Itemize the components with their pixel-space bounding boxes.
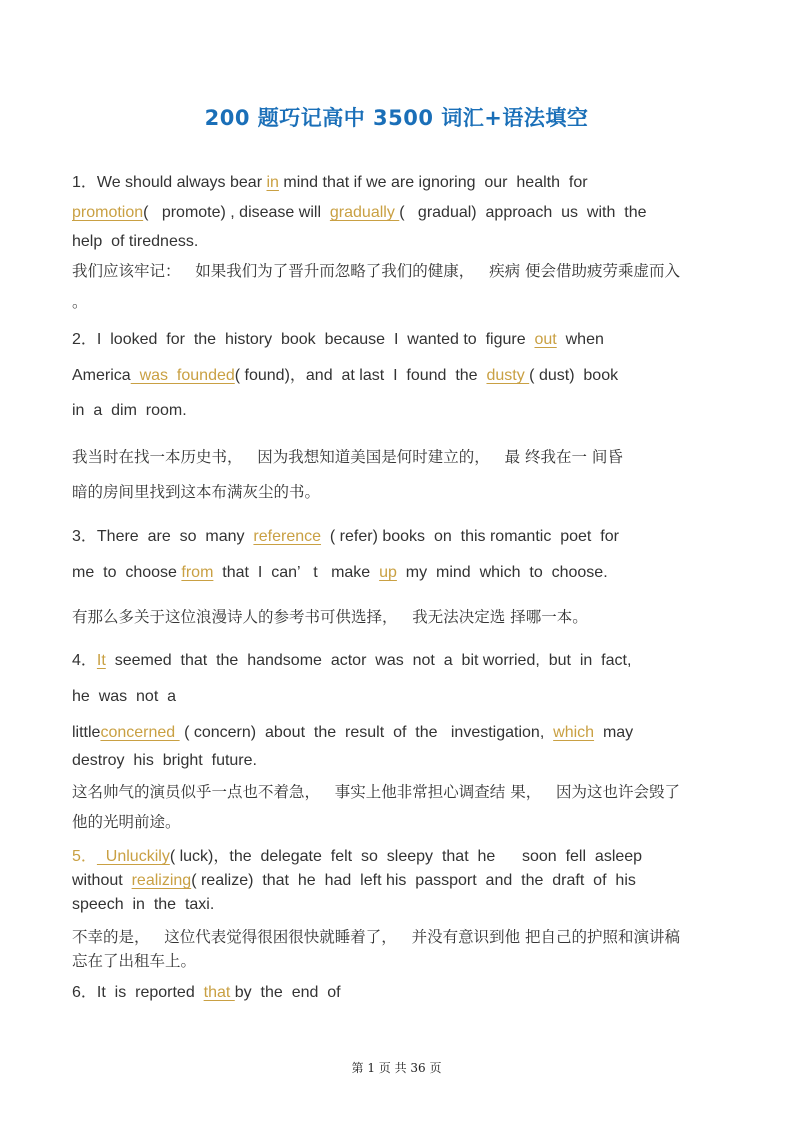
text-segment: 5． [72,848,97,865]
text-line [72,203,647,223]
text-segment: 暗的房间里找到这本布满灰尘的书。 [72,483,321,501]
text-line [72,847,642,867]
text-line [72,292,88,312]
text-line [72,895,214,915]
answer-blank: which [553,724,595,741]
text-line [72,927,680,947]
answer-blank: reference [253,528,322,545]
answer-blank: gradually [329,204,400,221]
text-segment: 4． [72,652,97,669]
text-line [72,687,176,707]
text-line [72,812,181,832]
text-segment: 我们应该牢记： 如果我们为了晋升而忽略了我们的健康， 疾病 便会借助疲劳乘虚而入 [72,262,680,280]
text-segment: 1．We should always bear [72,174,267,191]
page-title: 200 题巧记高中 3500 词汇+语法填空 [204,106,589,130]
text-line [72,447,623,467]
text-line [72,951,196,971]
text-line [72,401,187,421]
text-line [72,607,588,627]
text-line [72,983,341,1003]
answer-blank: in [266,174,279,191]
text-segment: 。 [72,293,88,311]
text-line [72,173,588,193]
text-segment: ( realize) that he had left his passport and the draft of his [191,872,636,889]
text-segment: my mind which to choose. [396,564,608,581]
text-line [72,232,198,252]
text-segment: ( dust) book [529,367,619,384]
text-line [72,261,680,281]
text-segment: in a dim room. [72,402,187,419]
text-segment: without [72,872,132,889]
text-segment: ( found)，and at last I found the [234,367,487,384]
text-segment: ( luck)，the delegate felt so sleepy that he soon fell asleep [169,848,643,865]
text-segment: seemed that the handsome actor was not a bit worried, but in fact, [105,652,632,669]
answer-blank: Unluckily [96,848,170,865]
text-line [72,651,631,671]
text-segment: 6．It is reported [72,984,204,1001]
answer-blank: concerned [100,724,180,741]
answer-blank: promotion [72,204,144,221]
text-segment: 不幸的是， 这位代表觉得很困很快就睡着了， 并没有意识到他 把自己的护照和演讲稿 [72,928,680,946]
text-segment: may [594,724,634,741]
answer-blank: out [534,331,557,348]
text-segment: help of tiredness. [72,233,199,250]
text-segment: America [72,367,131,384]
text-segment: 3．There are so many [72,528,254,545]
text-line [72,366,618,386]
text-segment: ( concern) about the result of the investigation, [179,724,554,741]
text-line [72,723,633,743]
text-segment: mind that if we are ignoring our health for [278,174,588,191]
text-segment: me to choose [72,564,182,581]
answer-blank: that [203,984,235,1001]
text-segment: 他的光明前途。 [72,813,181,831]
text-segment: ( promote) , disease will [143,204,330,221]
text-segment: 这名帅气的演员似乎一点也不着急， 事实上他非常担心调查结 果， 因为这也许会毁了 [72,783,680,801]
answer-blank: dusty [486,367,530,384]
text-segment: 忘在了出租车上。 [72,952,197,970]
text-line [72,482,320,502]
text-segment: by the end of [234,984,341,1001]
text-segment: 有那么多关于这位浪漫诗人的参考书可供选择， 我无法决定选 择哪一本。 [72,608,588,626]
text-segment: 我当时在找一本历史书， 因为我想知道美国是何时建立的， 最 终我在一 间昏 [72,448,623,466]
answer-blank: was founded [130,367,235,384]
text-line [72,782,680,802]
text-segment: when [556,331,604,348]
text-segment: he was not a [72,688,177,705]
text-segment: that I can’ t make [213,564,380,581]
text-segment: 2．I looked for the history book because I wanted to figure [72,331,535,348]
text-segment: ( gradual) approach us with the [399,204,647,221]
answer-blank: realizing [131,872,192,889]
answer-blank: from [181,564,214,581]
text-line [72,563,608,583]
text-line [72,330,604,350]
text-segment: destroy his bright future. [72,752,257,769]
page-footer: 第 1 页 共 36 页 [351,1061,442,1075]
text-line [72,527,619,547]
answer-blank: It [96,652,106,669]
text-line [72,871,636,891]
text-segment: ( refer) books on this romantic poet for [321,528,619,545]
text-line [72,751,257,771]
answer-blank: up [379,564,397,581]
text-segment: little [72,724,101,741]
text-segment: speech in the taxi. [72,896,215,913]
